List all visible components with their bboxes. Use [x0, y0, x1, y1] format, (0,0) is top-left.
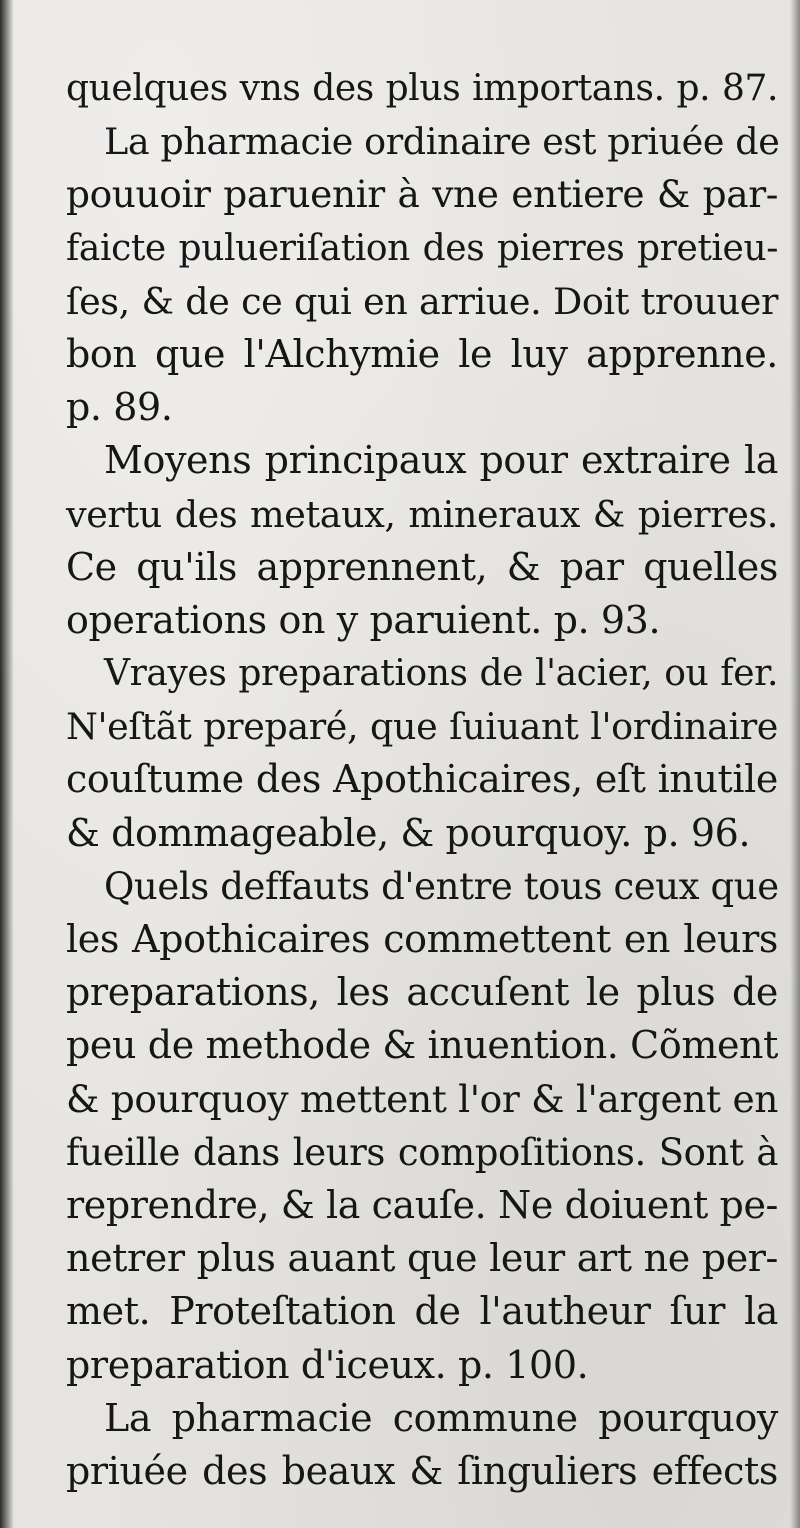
- text-line: quelques vns des plus importans. p. 87.: [66, 68, 778, 109]
- text-line: operations on y paruient. p. 93.: [66, 597, 661, 642]
- text-line: couſtume des Apothicaires, eſt inutile: [66, 757, 778, 802]
- text-line: Quels deffauts d'entre tous ceux que: [104, 864, 779, 908]
- text-line: les Apothicaires commettent en leurs: [66, 917, 778, 961]
- text-line: bon que l'Alchymie le luy apprenne.: [66, 331, 778, 376]
- text-line: ſes, & de ce qui en arriue. Doit trouuer: [66, 279, 778, 323]
- text-line: La pharmacie commune pourquoy: [104, 1395, 778, 1440]
- text-line: peu de methode & inuention. Cõment: [66, 1023, 778, 1068]
- text-line: Ce qu'ils apprennent, & par quelles: [66, 544, 778, 589]
- text-line: & dommageable, & pourquoy. p. 96.: [66, 810, 751, 855]
- text-line: Vrayes preparations de l'acier, ou fer.: [104, 653, 778, 695]
- text-line: met. Proteſtation de l'autheur ſur la: [66, 1289, 778, 1334]
- text-line: preparations, les accuſent le plus de: [66, 970, 778, 1015]
- page-edge-shadow: [790, 0, 800, 1528]
- text-line: Moyens principaux pour extraire la: [104, 438, 778, 483]
- text-line: pouuoir paruenir à vne entiere & par-: [66, 172, 778, 217]
- text-line: preparation d'iceux. p. 100.: [66, 1342, 589, 1387]
- page-body-text: [66, 62, 778, 1498]
- text-line: netrer plus auant que leur art ne per-: [66, 1236, 778, 1281]
- text-line: priuée des beaux & ſinguliers effects: [66, 1448, 778, 1493]
- text-line: reprendre, & la cauſe. Ne doiuent pe-: [66, 1182, 778, 1227]
- text-line: fueille dans leurs compoſitions. Sont à: [66, 1130, 778, 1174]
- text-line: N'eſtãt preparé, que ſuiuant l'ordinaire: [66, 705, 778, 749]
- text-line: & pourquoy mettent l'or & l'argent en: [66, 1076, 778, 1121]
- text-line: vertu des metaux, mineraux & pierres.: [66, 492, 778, 536]
- text-line: La pharmacie ordinaire est priuée de: [104, 120, 780, 164]
- page-gutter-shadow: [0, 0, 14, 1528]
- text-line: faicte pulueriſation des pierres pretieu-: [66, 227, 778, 269]
- text-line: p. 89.: [66, 385, 173, 430]
